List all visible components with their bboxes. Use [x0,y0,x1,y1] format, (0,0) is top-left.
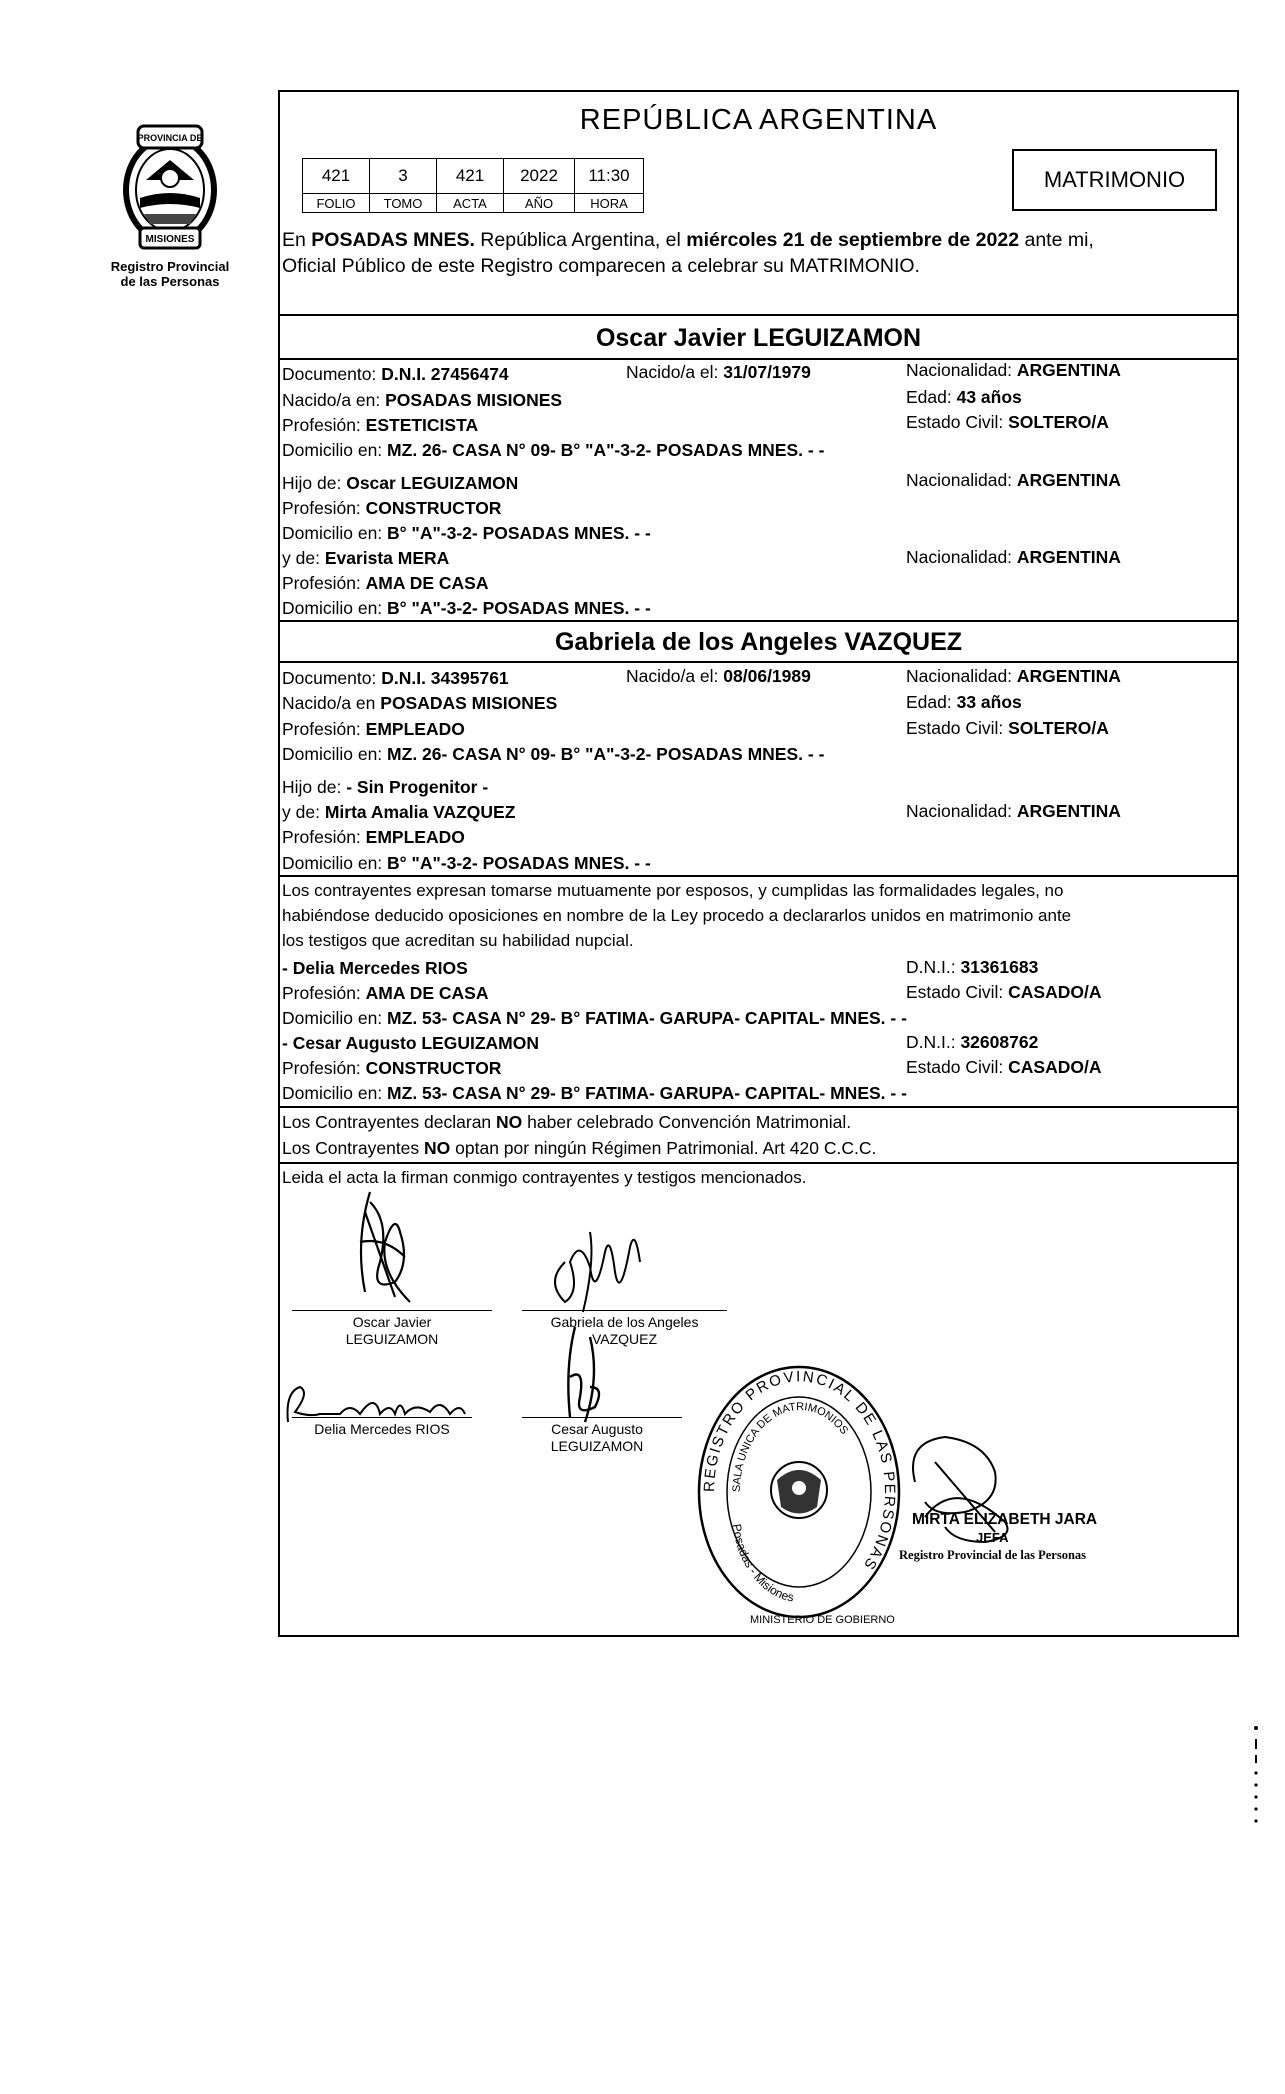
divider [280,620,1237,622]
logo-caption [95,259,245,289]
c2-birthplace: Nacido/a en POSADAS MISIONES [282,693,558,713]
divider [280,314,1237,316]
c1-mother-address: Domicilio en: B° "A"-3-2- POSADAS MNES. - - [282,598,651,618]
logo-caption-line2: de las Personas [120,274,220,289]
c2-civil-status: Estado Civil: SOLTERO/A [906,718,1109,738]
intro-line2: Oficial Público de este Registro comparecen a celebrar su MATRIMONIO. [282,255,920,277]
divider [280,875,1237,877]
anio-value: 2022 [504,159,575,194]
signature-line-4 [522,1417,682,1418]
witness1-profession: Profesión: AMA DE CASA [282,983,489,1003]
c1-age: Edad: 43 años [906,387,1022,407]
c2-birthdate: Nacido/a el: 08/06/1989 [626,666,811,686]
tomo-label: TOMO [370,194,437,213]
c2-mother-profession: Profesión: EMPLEADO [282,827,465,847]
page-title: REPÚBLICA ARGENTINA [579,104,938,136]
c1-father-nationality: Nacionalidad: ARGENTINA [906,470,1121,490]
record-table [302,158,644,213]
signature-scribble-4 [545,1317,645,1427]
contrayente1-name: Oscar Javier LEGUIZAMON [595,324,922,352]
hora-label: HORA [575,194,644,213]
c1-birthplace: Nacido/a en: POSADAS MISIONES [282,390,563,410]
witness2-civil-status: Estado Civil: CASADO/A [906,1057,1102,1077]
witness2-name: - Cesar Augusto LEGUIZAMON [282,1033,539,1053]
signature-scribble-2 [535,1222,665,1317]
signature-line-2 [522,1310,727,1311]
declaration-line3: los testigos que acreditan su habilidad nupcial. [282,931,634,950]
officer-signature-scribble [895,1422,1035,1552]
witness1-name: - Delia Mercedes RIOS [282,958,468,978]
c1-birthdate: Nacido/a el: 31/07/1979 [626,362,811,382]
signature-label-3: Delia Mercedes RIOS [314,1421,450,1437]
signature-label-1: Oscar Javier LEGUIZAMON [345,1314,439,1347]
witness2-dni: D.N.I.: 32608762 [906,1032,1039,1052]
c1-profession: Profesión: ESTETICISTA [282,415,479,435]
c1-mother-profession: Profesión: AMA DE CASA [282,573,489,593]
c1-document: Documento: D.N.I. 27456474 [282,364,509,384]
c1-father-profession: Profesión: CONSTRUCTOR [282,498,502,518]
divider [280,1106,1237,1108]
contrayente2-name: Gabriela de los Angeles VAZQUEZ [554,628,963,656]
c1-father-address: Domicilio en: B° "A"-3-2- POSADAS MNES. - - [282,523,651,543]
signature-label-2: Gabriela de los Angeles VAZQUEZ [550,1314,699,1347]
tomo-value: 3 [370,159,437,194]
witness1-address: Domicilio en: MZ. 53- CASA N° 29- B° FATIMA- GARUPA- CAPITAL- MNES. - - [282,1008,907,1028]
acta-label: ACTA [437,194,504,213]
hora-value: 11:30 [575,159,644,194]
seal-bottom-text: MISIONES [145,234,195,245]
c1-mother-nationality: Nacionalidad: ARGENTINA [906,547,1121,567]
c1-nationality: Nacionalidad: ARGENTINA [906,360,1121,380]
seal-top-text: PROVINCIA DE [137,133,203,143]
logo-caption-line1: Registro Provincial [110,259,230,274]
c2-mother-nationality: Nacionalidad: ARGENTINA [906,801,1121,821]
c2-nationality: Nacionalidad: ARGENTINA [906,666,1121,686]
witness1-civil-status: Estado Civil: CASADO/A [906,982,1102,1002]
c2-document: Documento: D.N.I. 34395761 [282,668,509,688]
c1-address: Domicilio en: MZ. 26- CASA N° 09- B° "A"-3-2- POSADAS MNES. - - [282,440,825,460]
acta-value: 421 [437,159,504,194]
c2-father: Hijo de: - Sin Progenitor - [282,777,489,797]
c2-profession: Profesión: EMPLEADO [282,719,465,739]
witness2-profession: Profesión: CONSTRUCTOR [282,1058,502,1078]
declaration-line1: Los contrayentes expresan tomarse mutuamente por esposos, y cumplidas las formalidades legales, no [282,881,1064,900]
regime-line2: Los Contrayentes NO optan por ningún Régimen Patrimonial. Art 420 C.C.C. [282,1138,877,1158]
official-seal-icon [692,1362,907,1622]
officer-name: MIRTA ELIZABETH JARA [912,1511,1098,1528]
anio-label: AÑO [504,194,575,213]
signature-scribble-1 [340,1182,430,1312]
divider [280,661,1237,663]
divider [280,1162,1237,1164]
signature-line-3 [292,1417,472,1418]
officer-title: JEFA [976,1530,1009,1545]
c2-address: Domicilio en: MZ. 26- CASA N° 09- B° "A"-3-2- POSADAS MNES. - - [282,744,825,764]
registry-logo [95,120,245,289]
folio-value: 421 [303,159,370,194]
c2-age: Edad: 33 años [906,692,1022,712]
witness1-dni: D.N.I.: 31361683 [906,957,1039,977]
intro-line1: En POSADAS MNES. República Argentina, el miércoles 21 de septiembre de 2022 ante mi, [282,229,1094,251]
regime-line1: Los Contrayentes declaran NO haber celebrado Convención Matrimonial. [282,1112,852,1132]
witness2-address: Domicilio en: MZ. 53- CASA N° 29- B° FATIMA- GARUPA- CAPITAL- MNES. - - [282,1083,907,1103]
seal-outer-text: REGISTRO PROVINCIAL DE LAS PERSONAS [700,1368,899,1574]
seal-bottom-text: MINISTERIO DE GOBIERNO [750,1614,895,1626]
province-seal-icon [110,120,230,255]
declaration-line2: habiéndose deducido oposiciones en nombre de la Ley procedo a declararlos unidos en matrimonio ante [282,906,1072,925]
signature-line-1 [292,1310,492,1311]
officer-organization: Registro Provincial de las Personas [899,1548,1087,1562]
c1-civil-status: Estado Civil: SOLTERO/A [906,412,1109,432]
c2-mother-address: Domicilio en: B° "A"-3-2- POSADAS MNES. - - [282,853,651,873]
c1-mother: y de: Evarista MERA [282,548,450,568]
signature-label-4: Cesar Augusto LEGUIZAMON [550,1421,644,1454]
folio-label: FOLIO [303,194,370,213]
seal-city-text: Posadas - Misiones [729,1522,796,1605]
signatures-intro: Leida el acta la firman conmigo contrayentes y testigos mencionados. [282,1168,807,1187]
certificate-frame [278,90,1239,1637]
seal-inner-text: SALA UNICA DE MATRIMONIOS [730,1400,851,1493]
c1-father: Hijo de: Oscar LEGUIZAMON [282,473,519,493]
record-type-box: MATRIMONIO [1012,149,1217,211]
c2-mother: y de: Mirta Amalia VAZQUEZ [282,802,516,822]
edge-marks-icon [1252,1725,1260,1835]
